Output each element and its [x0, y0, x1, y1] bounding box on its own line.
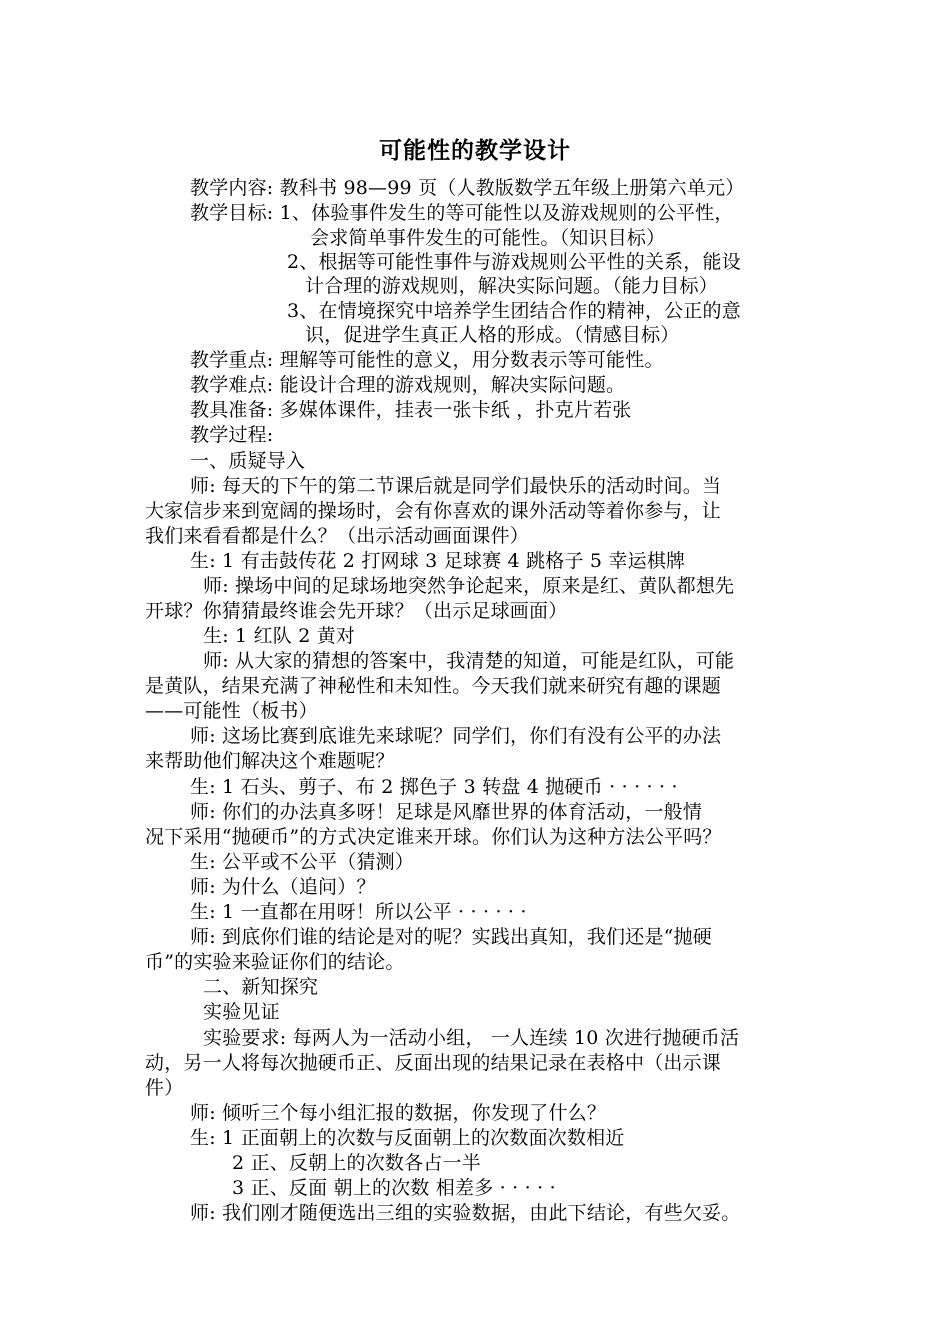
text-line: 师: 从大家的猜想的答案中，我清楚的知道，可能是红队，可能 [203, 650, 735, 672]
text-line: 教学内容: 教科书 98—99 页（人教版数学五年级上册第六单元） [190, 177, 745, 199]
section-heading: 一、质疑导入 [190, 450, 306, 472]
text-line: 教学重点: 理解等可能性的意义，用分数表示等可能性。 [190, 349, 664, 371]
text-line: 师: 为什么（追问）？ [190, 876, 376, 898]
text-line: 生: 1 有击鼓传花 2 打网球 3 足球赛 4 跳格子 5 幸运棋牌 [190, 550, 686, 572]
text-line: 动，另一人将每次抛硬币正、反面出现的结果记录在表格中（出示课 [145, 1052, 722, 1074]
text-line: 我们来看看都是什么？（出示活动画面课件） [145, 525, 530, 547]
text-line: 开球？你猜猜最终谁会先开球？（出示足球画面） [145, 600, 568, 622]
text-line: 会求简单事件发生的可能性。（知识目标） [310, 227, 666, 249]
text-line: 师: 你们的办法真多呀！足球是风靡世界的体育活动，一般情 [190, 801, 703, 823]
section-heading: 二、新知探究 [203, 976, 319, 998]
text-line: 教学目标: 1、体验事件发生的等可能性以及游戏规则的公平性， [190, 202, 734, 224]
text-line: 2 正、反朝上的次数各占一半 [232, 1152, 481, 1174]
text-line: 大家信步来到宽阔的操场时，会有你喜欢的课外活动等着你参与，让 [145, 500, 722, 522]
text-line: 师: 倾听三个每小组汇报的数据，你发现了什么？ [190, 1102, 607, 1124]
text-line: 实验见证 [203, 1001, 280, 1023]
text-line: 计合理的游戏规则，解决实际问题。（能力目标） [305, 275, 718, 297]
text-line: 3 正、反面 朝上的次数 相差多 · · · · · [232, 1177, 556, 1199]
text-line: 来帮助他们解决这个难题呢？ [145, 750, 395, 772]
text-line: ——可能性（板书） [145, 700, 318, 722]
text-line: 生: 公平或不公平（猜测） [190, 851, 415, 873]
text-line: 师: 操场中间的足球场地突然争论起来，原来是红、黄队都想先 [203, 575, 735, 597]
text-line: 生: 1 石头、剪子、布 2 掷色子 3 转盘 4 抛硬币 · · · · · · [190, 776, 678, 798]
text-line: 生: 1 红队 2 黄对 [203, 625, 356, 647]
text-line: 师: 我们刚才随便选出三组的实验数据，由此下结论，有些欠妥。 [190, 1202, 741, 1224]
text-line: 识，促进学生真正人格的形成。（情感目标） [305, 324, 680, 346]
text-line: 教学难点: 能设计合理的游戏规则，解决实际问题。 [190, 374, 626, 396]
text-line: 2、根据等可能性事件与游戏规则公平性的关系，能设 [287, 251, 741, 273]
text-line: 3、在情境探究中培养学生团结合作的精神，公正的意 [287, 300, 741, 322]
text-line: 币”的实验来验证你们的结论。 [145, 951, 405, 973]
text-line: 件） [145, 1077, 184, 1099]
text-line: 是黄队，结果充满了神秘性和未知性。今天我们就来研究有趣的课题 [145, 675, 722, 697]
text-line: 教学过程: [190, 424, 274, 446]
text-line: 况下采用“抛硬币”的方式决定谁来开球。你们认为这种方法公平吗？ [145, 826, 722, 848]
text-line: 教具准备: 多媒体课件，挂表一张卡纸 ，扑克片若张 [190, 399, 632, 421]
text-line: 师: 到底你们谁的结论是对的呢？实践出真知，我们还是“抛硬 [190, 926, 712, 948]
document-title: 可能性的教学设计 [379, 137, 571, 164]
text-line: 师: 每天的下午的第二节课后就是同学们最快乐的活动时间。当 [190, 475, 722, 497]
text-line: 生: 1 一直都在用呀！所以公平 · · · · · · [190, 901, 527, 923]
text-line: 实验要求: 每两人为一活动小组， 一人连续 10 次进行抛硬币活 [203, 1027, 740, 1049]
text-line: 生: 1 正面朝上的次数与反面朝上的次数面次数相近 [190, 1127, 625, 1149]
text-line: 师: 这场比赛到底谁先来球呢？同学们，你们有没有公平的办法 [190, 725, 722, 747]
